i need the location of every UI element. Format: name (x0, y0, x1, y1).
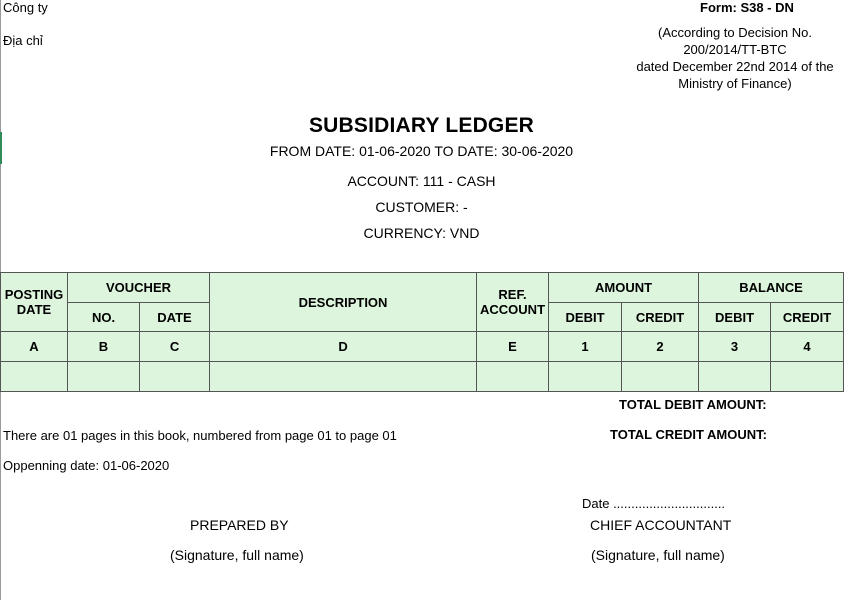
form-code: Form: S38 - DN (700, 0, 794, 15)
code-cell: E (477, 332, 549, 362)
date-range: FROM DATE: 01-06-2020 TO DATE: 30-06-2020 (269, 143, 574, 159)
table-row (1, 362, 844, 392)
report-title: SUBSIDIARY LEDGER (308, 114, 535, 137)
code-cell: 3 (699, 332, 771, 362)
table-cell[interactable] (622, 362, 699, 392)
col-balance-credit-header: CREDIT (771, 303, 844, 332)
code-cell: D (210, 332, 477, 362)
posting-header-line-1: POSTING (4, 287, 64, 302)
code-cell: 4 (771, 332, 844, 362)
col-voucher-no-header: NO. (68, 303, 140, 332)
ref-header-line-1: REF. (498, 287, 527, 302)
table-cell[interactable] (140, 362, 210, 392)
column-code-row (1, 332, 844, 362)
col-voucher-date-header: DATE (140, 303, 210, 332)
col-description-header: DESCRIPTION (210, 273, 477, 332)
total-debit-label: TOTAL DEBIT AMOUNT: (619, 397, 767, 412)
pages-note: There are 01 pages in this book, numbered from page 01 to page 01 (3, 428, 397, 443)
decision-line-4: Ministry of Finance) (678, 76, 792, 91)
table-cell[interactable] (771, 362, 844, 392)
col-amount-credit-header: CREDIT (622, 303, 699, 332)
chief-accountant-label: CHIEF ACCOUNTANT (590, 517, 732, 533)
table-cell[interactable] (1, 362, 68, 392)
account-line: ACCOUNT: 111 - CASH (347, 173, 496, 189)
decision-line-3: dated December 22nd 2014 of the (636, 59, 834, 74)
table-cell[interactable] (477, 362, 549, 392)
col-balance-debit-header: DEBIT (699, 303, 771, 332)
col-voucher-header: VOUCHER (68, 273, 210, 303)
decision-note (620, 24, 850, 92)
col-amount-debit-header: DEBIT (549, 303, 622, 332)
decision-line-2: 200/2014/TT-BTC (683, 42, 787, 57)
code-cell: 1 (549, 332, 622, 362)
table-cell[interactable] (68, 362, 140, 392)
code-cell: B (68, 332, 140, 362)
col-balance-header: BALANCE (699, 273, 844, 303)
col-amount-header: AMOUNT (549, 273, 699, 303)
date-line: Date ............................... (582, 496, 726, 511)
ledger-table (0, 272, 844, 392)
total-credit-label: TOTAL CREDIT AMOUNT: (610, 427, 767, 442)
decision-line-1: (According to Decision No. (658, 25, 812, 40)
customer-line: CUSTOMER: - (375, 199, 468, 215)
signature-left: (Signature, full name) (170, 547, 304, 563)
address-label: Địa chỉ (3, 33, 43, 48)
prepared-by-label: PREPARED BY (190, 517, 289, 533)
header-row-1 (1, 273, 844, 303)
table-cell[interactable] (210, 362, 477, 392)
ref-header-line-2: ACCOUNT (480, 302, 546, 317)
col-ref-account-header (477, 273, 549, 332)
code-cell: 2 (622, 332, 699, 362)
opening-date: Oppenning date: 01-06-2020 (3, 458, 170, 473)
posting-header-line-2: DATE (16, 302, 52, 317)
company-label: Công ty (3, 0, 48, 15)
signature-right: (Signature, full name) (591, 547, 725, 563)
table-cell[interactable] (699, 362, 771, 392)
code-cell: C (140, 332, 210, 362)
currency-line: CURRENCY: VND (363, 225, 480, 241)
col-posting-date-header (1, 273, 68, 332)
table-cell[interactable] (549, 362, 622, 392)
code-cell: A (1, 332, 68, 362)
